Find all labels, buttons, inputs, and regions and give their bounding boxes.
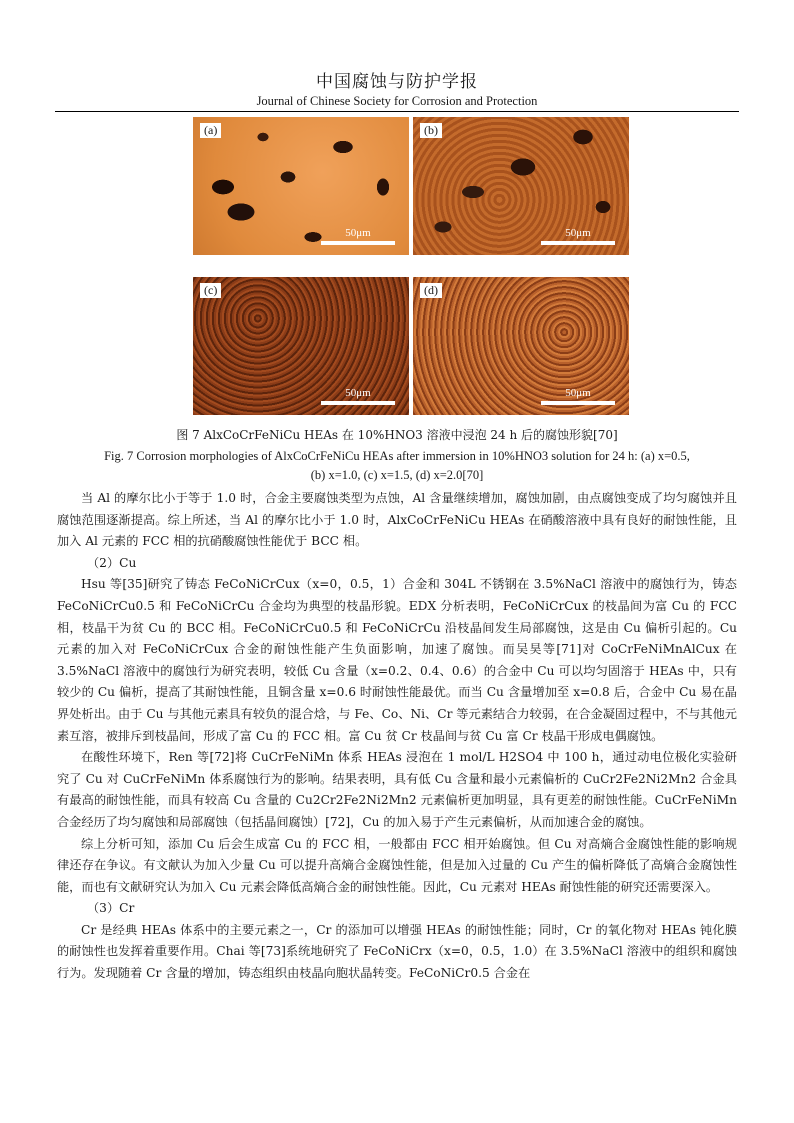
journal-title-en: Journal of Chinese Society for Corrosion and Protection [256, 94, 538, 108]
figure-caption-en-line2: (b) x=1.0, (c) x=1.5, (d) x=2.0[70] [310, 468, 484, 482]
body-text [57, 488, 737, 985]
micrograph-a [193, 117, 409, 255]
paragraph-cu-summary: 综上分析可知，添加 Cu 后会生成富 Cu 的 FCC 相，一般都由 FCC 相开始腐蚀。但 Cu 对高熵合金腐蚀性能的影响规律还存在争议。有文献认为加入少量 Cu 可以提升高熵合金腐蚀性能，但是加入过量的 Cu 产生的偏析降低了高熵合金腐蚀性能，而也有文献研究认为加入 Cu 元素会降低高熵合金的耐蚀性能。因此，Cu 元素对 HEAs 耐蚀性能的研究还需要深入。 [57, 836, 737, 894]
panel-label-c: (c) [200, 283, 221, 298]
micrograph-b [413, 117, 629, 255]
micrograph-c [193, 277, 409, 415]
scale-bar-d: 50μm [541, 387, 615, 405]
scale-bar-b: 50μm [541, 227, 615, 245]
header-rule [55, 111, 739, 112]
paragraph-cu-ren: 在酸性环境下，Ren 等[72]将 CuCrFeNiMn 体系 HEAs 浸泡在 1 mol/L H2SO4 中 100 h，通过动电位极化实验研究了 Cu 对 CuCrFeNiMn 体系腐蚀行为的影响。结果表明，具有低 Cu 含量和最小元素偏析的 CuCr2Fe2Ni2Mn2 合金具有最高的耐蚀性能，而具有较高 Cu 含量的 Cu2Cr2Fe2Ni2Mn2 元素偏析更加明显，具有更差的耐蚀性能。CuCrFeNiMn 合金经历了均匀腐蚀和局部腐蚀（包括晶间腐蚀）[72]，Cu 的加入易于产生元素偏析，从而加速合金的腐蚀。 [57, 750, 737, 829]
journal-title-cn: 中国腐蚀与防护学报 [316, 72, 478, 92]
panel-label-b: (b) [420, 123, 442, 138]
section-heading-cu: （2）Cu [87, 555, 137, 570]
panel-label-a: (a) [200, 123, 221, 138]
figure-caption-cn: 图 7 AlxCoCrFeNiCu HEAs 在 10%HNO3 溶液中浸泡 24 h 后的腐蚀形貌[70] [176, 428, 618, 442]
scale-bar-c: 50μm [321, 387, 395, 405]
scale-bar-a: 50μm [321, 227, 395, 245]
micrograph-d [413, 277, 629, 415]
paragraph-cu-hsu: Hsu 等[35]研究了铸态 FeCoNiCrCux（x=0，0.5，1）合金和 304L 不锈钢在 3.5%NaCl 溶液中的腐蚀行为，铸态 FeCoNiCrCu0.5 和 FeCoNiCrCu 合金均为典型的枝晶形貌。EDX 分析表明，FeCoNiCrCux 的枝晶间为富 Cu 的 FCC 相，枝晶干为贫 Cu 的 BCC 相。FeCoNiCrCu0.5 和 FeCoNiCrCu 沿枝晶间发生局部腐蚀，这是由 Cu 偏析引起的。Cu 元素的加入对 FeCoNiCrCux 合金的耐蚀性能产生负面影响，加速了腐蚀。而吴昊等[71]对 CoCrFeNiMnAlCux 在 3.5%NaCl 溶液中的腐蚀行为研究表明，较低 Cu 含量（x=0.2、0.4、0.6）的合金中 Cu 可以均匀固溶于 HEAs 中，只有较少的 Cu 偏析，提高了其耐蚀性能，且铜含量 x=0.6 时耐蚀性能最优。而当 Cu 含量增加至 x=0.8 后，合金中 Cu 易在晶界处析出。由于 Cu 与其他元素具有较负的混合焓，与 Fe、Co、Ni、Cr 等元素结合力较弱，在合金凝固过程中，不与其他元素互溶，被排斥到枝晶间，形成了富 Cu 的 FCC 相。富 Cu 贫 Cr 枝晶间与贫 Cu 富 Cr 枝晶干形成电偶腐蚀。 [57, 577, 737, 743]
paragraph-cr-intro: Cr 是经典 HEAs 体系中的主要元素之一，Cr 的添加可以增强 HEAs 的耐蚀性能；同时，Cr 的氧化物对 HEAs 钝化膜的耐蚀性也发挥着重要作用。Chai 等[73]系统地研究了 FeCoNiCrx（x=0，0.5，1.0）在 3.5%NaCl 溶液中的组织和腐蚀行为。发现随着 Cr 含量的增加，铸态组织由枝晶向胞状晶转变。FeCoNiCr0.5 合金在 [57, 922, 737, 981]
section-heading-cr: （3）Cr [87, 901, 135, 916]
journal-header [0, 72, 794, 109]
paragraph-al-summary: 当 Al 的摩尔比小于等于 1.0 时，合金主要腐蚀类型为点蚀，Al 含量继续增加，腐蚀加剧，由点腐蚀变成了均匀腐蚀并且腐蚀范围逐渐提高。综上所述，当 Al 的摩尔比小于 1.0 时，AlxCoCrFeNiCu HEAs 在硝酸溶液中具有良好的耐蚀性能，且加入 Al 元素的 FCC 相的抗硝酸腐蚀性能优于 BCC 相。 [57, 491, 737, 549]
panel-label-d: (d) [420, 283, 442, 298]
figure-caption-en-line1: Fig. 7 Corrosion morphologies of AlxCoCrFeNiCu HEAs after immersion in 10%HNO3 solution for 24 h: (a) x=0.5, [104, 449, 690, 463]
